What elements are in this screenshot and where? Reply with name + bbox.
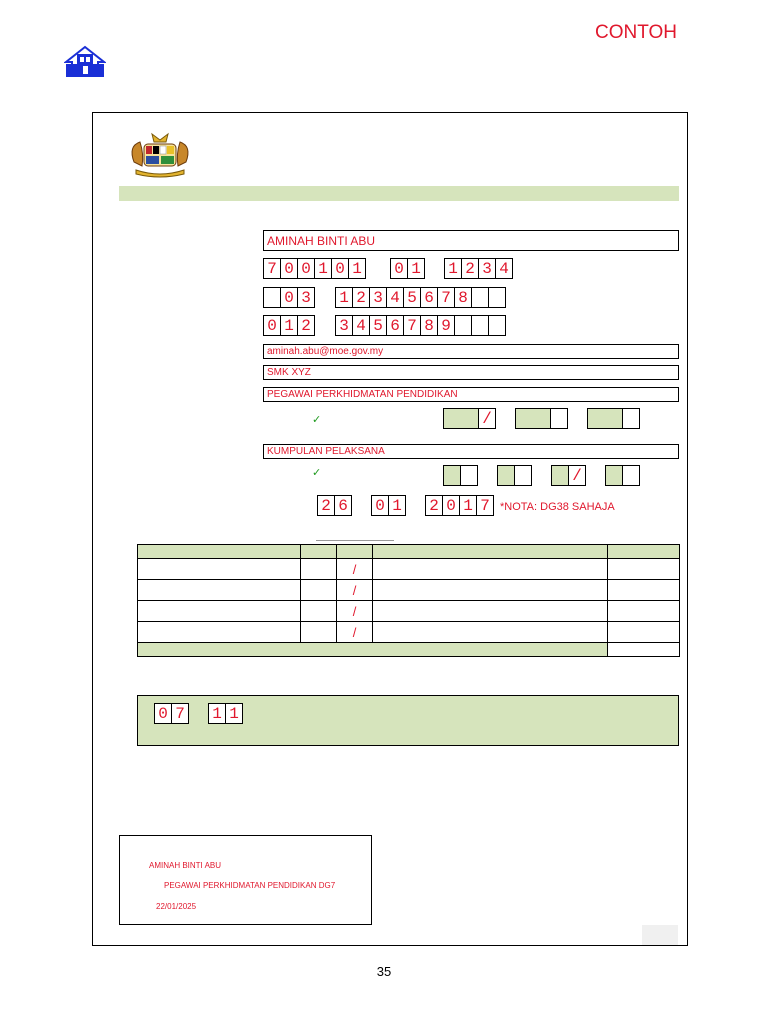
digit-box bbox=[471, 287, 489, 308]
bottom-month[interactable] bbox=[208, 703, 243, 724]
digit-box: 1 bbox=[335, 287, 353, 308]
header-bar bbox=[119, 186, 679, 201]
digit-box bbox=[488, 315, 506, 336]
watermark-label: CONTOH bbox=[595, 22, 677, 43]
declaration-date: 22/01/2025 bbox=[156, 902, 197, 911]
house-logo-icon bbox=[64, 44, 106, 78]
school-field[interactable]: SMK XYZ bbox=[263, 365, 679, 380]
digit-box: 1 bbox=[444, 258, 462, 279]
grade-box: / bbox=[568, 465, 586, 486]
grade2-a[interactable] bbox=[443, 465, 478, 486]
digit-box: 7 bbox=[263, 258, 281, 279]
digit-box: 4 bbox=[386, 287, 404, 308]
table-total-row bbox=[138, 643, 680, 657]
table-header-row bbox=[138, 545, 680, 559]
digit-box: 1 bbox=[459, 495, 477, 516]
digit-box: 5 bbox=[403, 287, 421, 308]
page-number: 35 bbox=[376, 964, 392, 979]
digit-box: 0 bbox=[154, 703, 172, 724]
group-field[interactable]: KUMPULAN PELAKSANA bbox=[263, 444, 679, 459]
digit-box: 0 bbox=[280, 258, 298, 279]
digit-box: 7 bbox=[171, 703, 189, 724]
grade-box bbox=[605, 465, 623, 486]
slash-cell: / bbox=[337, 559, 373, 580]
table-row[interactable] bbox=[138, 580, 680, 601]
digit-box: 4 bbox=[495, 258, 513, 279]
date-year[interactable] bbox=[425, 495, 494, 516]
digit-box: 6 bbox=[334, 495, 352, 516]
grade-box bbox=[622, 465, 640, 486]
slash-cell: / bbox=[337, 580, 373, 601]
email-field[interactable]: aminah.abu@moe.gov.my bbox=[263, 344, 679, 359]
digit-box bbox=[471, 315, 489, 336]
digit-box: 7 bbox=[437, 287, 455, 308]
declaration-box bbox=[119, 835, 372, 925]
digit-box: 3 bbox=[369, 287, 387, 308]
bottom-day[interactable] bbox=[154, 703, 189, 724]
digit-box: 2 bbox=[352, 287, 370, 308]
digit-box: 0 bbox=[390, 258, 408, 279]
digit-box: 4 bbox=[352, 315, 370, 336]
digit-box: 3 bbox=[335, 315, 353, 336]
grade1-a[interactable] bbox=[443, 408, 496, 429]
digit-box: 9 bbox=[437, 315, 455, 336]
grade2-b[interactable] bbox=[497, 465, 532, 486]
nota-text: *NOTA: DG38 SAHAJA bbox=[500, 501, 615, 513]
digit-box: 0 bbox=[297, 258, 315, 279]
slash-cell: / bbox=[337, 601, 373, 622]
digit-box: 3 bbox=[478, 258, 496, 279]
coat-of-arms-icon bbox=[126, 132, 194, 178]
grade-box bbox=[587, 408, 623, 429]
digit-box: 2 bbox=[461, 258, 479, 279]
grade-box bbox=[622, 408, 640, 429]
slash-cell: / bbox=[337, 622, 373, 643]
digit-box: 2 bbox=[297, 315, 315, 336]
digit-box: 1 bbox=[208, 703, 226, 724]
digit-box: 0 bbox=[331, 258, 349, 279]
date-month[interactable] bbox=[371, 495, 406, 516]
digit-box: 1 bbox=[225, 703, 243, 724]
digit-box: 8 bbox=[454, 287, 472, 308]
digit-box bbox=[454, 315, 472, 336]
digit-box: 1 bbox=[388, 495, 406, 516]
grade2-c[interactable] bbox=[551, 465, 586, 486]
digit-box: 0 bbox=[263, 315, 281, 336]
grade-box bbox=[443, 408, 479, 429]
grade-box bbox=[551, 465, 569, 486]
check-icon: ✓ bbox=[312, 467, 322, 479]
grade-box: / bbox=[478, 408, 496, 429]
digit-box: 2 bbox=[317, 495, 335, 516]
position-field[interactable]: PEGAWAI PERKHIDMATAN PENDIDIKAN bbox=[263, 387, 679, 402]
table-row[interactable] bbox=[138, 559, 680, 580]
ic-part1[interactable] bbox=[263, 258, 366, 279]
records-table bbox=[137, 544, 680, 657]
digit-box: 0 bbox=[280, 287, 298, 308]
digit-box bbox=[263, 287, 281, 308]
digit-box: 1 bbox=[348, 258, 366, 279]
digit-box: 6 bbox=[386, 315, 404, 336]
digit-box: 0 bbox=[371, 495, 389, 516]
declaration-position: PEGAWAI PERKHIDMATAN PENDIDIKAN DG7 bbox=[164, 881, 336, 890]
digit-box: 2 bbox=[425, 495, 443, 516]
grade-box bbox=[460, 465, 478, 486]
digit-box: 7 bbox=[403, 315, 421, 336]
name-field[interactable]: AMINAH BINTI ABU bbox=[263, 230, 679, 251]
grade1-c[interactable] bbox=[587, 408, 640, 429]
digit-box: 0 bbox=[442, 495, 460, 516]
grade-box bbox=[443, 465, 461, 486]
grade-box bbox=[497, 465, 515, 486]
table-row[interactable] bbox=[138, 622, 680, 643]
ic-part3[interactable] bbox=[444, 258, 513, 279]
check-icon: ✓ bbox=[312, 414, 322, 426]
digit-box: 1 bbox=[314, 258, 332, 279]
digit-box: 5 bbox=[369, 315, 387, 336]
ic-part2[interactable] bbox=[390, 258, 425, 279]
phone2-number[interactable] bbox=[335, 315, 506, 336]
phone2-prefix[interactable] bbox=[263, 315, 315, 336]
phone1-number[interactable] bbox=[335, 287, 506, 308]
corner-tab bbox=[642, 925, 678, 945]
digit-box: 1 bbox=[280, 315, 298, 336]
grade1-b[interactable] bbox=[515, 408, 568, 429]
grade-box bbox=[515, 408, 551, 429]
digit-box: 8 bbox=[420, 315, 438, 336]
date-day[interactable] bbox=[317, 495, 352, 516]
digit-box: 3 bbox=[297, 287, 315, 308]
grade-box bbox=[550, 408, 568, 429]
digit-box bbox=[488, 287, 506, 308]
declaration-name: AMINAH BINTI ABU bbox=[149, 861, 222, 870]
digit-box: 7 bbox=[476, 495, 494, 516]
digit-box: 1 bbox=[407, 258, 425, 279]
divider bbox=[316, 540, 394, 541]
table-row[interactable] bbox=[138, 601, 680, 622]
phone1-prefix[interactable] bbox=[263, 287, 315, 308]
digit-box: 6 bbox=[420, 287, 438, 308]
grade-box bbox=[514, 465, 532, 486]
grade2-d[interactable] bbox=[605, 465, 640, 486]
